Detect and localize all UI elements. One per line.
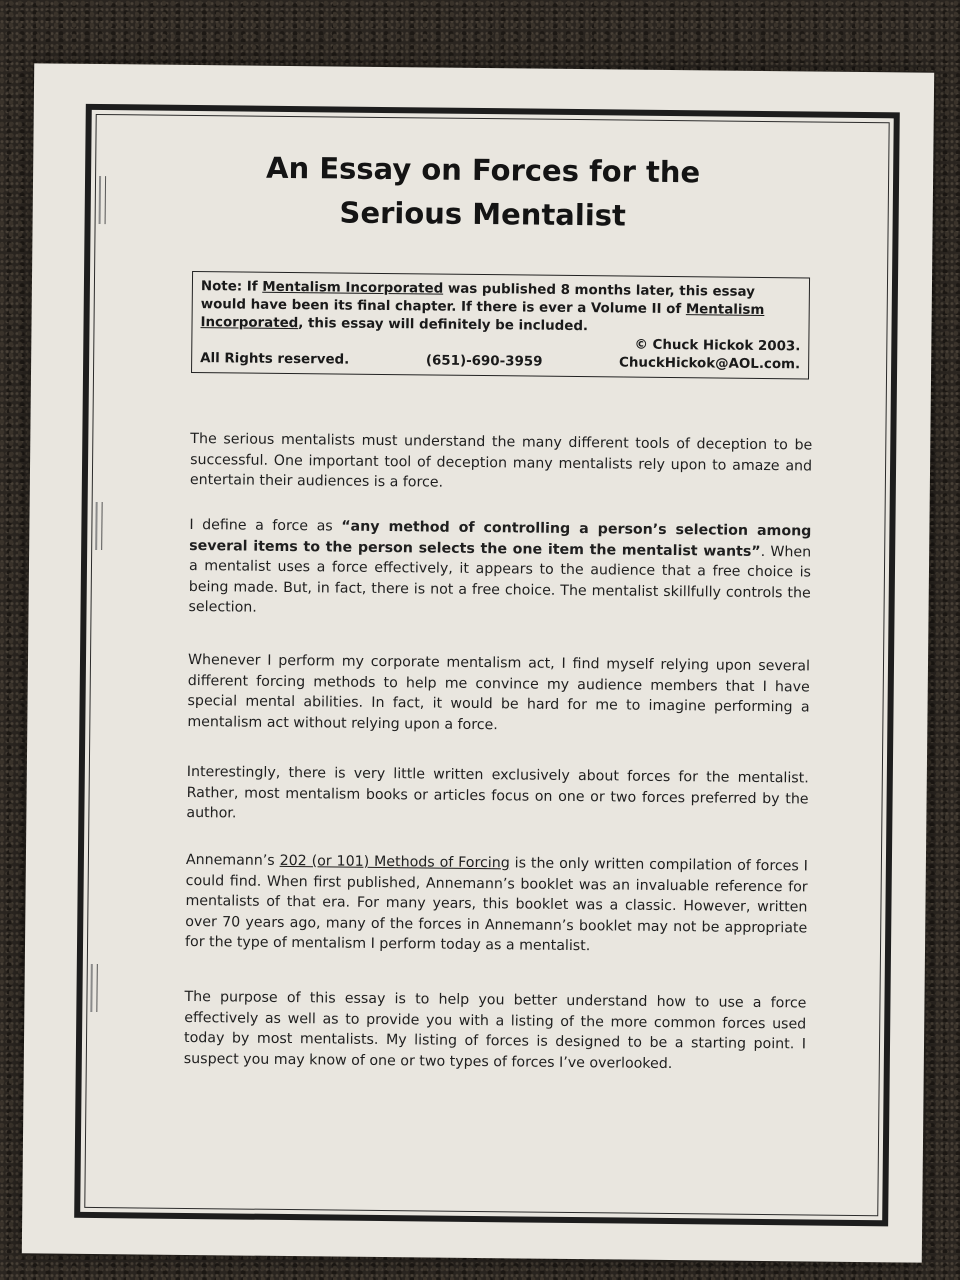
paragraph-2-rest: . When a mentalist uses a force effectively, it appears to the audience that a free choice is being made. But, in fact, there is not a free choice. The mentalist skillfully controls the selection. <box>188 543 812 616</box>
note-book-title-1: Mentalism Incorporated <box>262 279 444 297</box>
note-box <box>191 271 810 379</box>
paragraph-2 <box>188 515 811 624</box>
paragraph-5-start: Annemann’s <box>185 851 280 869</box>
force-definition: “any method of controlling a person’s selection among several items to the person selects the one item the mentalist wants” <box>189 518 812 560</box>
paragraph-1: The serious mentalists must understand the many different tools of deception to be successful. One important tool of deception many mentalists rely upon to amaze and entertain their audiences is a force. <box>189 430 813 491</box>
paragraph-4: Interestingly, there is very little written exclusively about forces for the mentalist. Rather, most mentalism books or articles focus on one or two forces preferred by the author. <box>186 763 809 822</box>
paragraph-2-intro: I define a force as <box>189 516 342 535</box>
title-line-2: Serious Mentalist <box>339 195 627 233</box>
note-phone: (651)-690-3959 <box>425 353 543 370</box>
title-line-1: An Essay on Forces for the <box>265 150 701 190</box>
note-rights: All Rights reserved. <box>200 351 350 368</box>
paragraph-5 <box>185 850 808 959</box>
paragraph-5-book-title: 202 (or 101) Methods of Forcing <box>279 852 510 872</box>
note-text <box>200 278 801 338</box>
paragraph-5-rest: is the only written compilation of forces I could find. When first published, Annemann’s booklet was an invaluable reference for mentalists of that era. For many years, this booklet was a classic. However, written over 70 years ago, many of the forces in Annemann’s booklet may not be appropriate for the type of mentalism I perform today as a mentalist. <box>184 855 808 955</box>
note-copyright: © Chuck Hickok 2003. <box>634 337 801 355</box>
page-title <box>32 143 933 240</box>
paragraph-6: The purpose of this essay is to help you better understand how to use a force effectively as well as to provide you with a listing of the more common forces used today by most mentalists. My listing of forces is designed to be a starting point. I suspect you may know of one or two types of forces I’ve overlooked. <box>183 988 807 1072</box>
note-middle-1: was published 8 months later, this essay would have been its final chapter. If there is ever a Volume II of <box>200 281 755 318</box>
staple-bottom <box>90 964 98 1012</box>
note-middle-2: , this essay will definitely be included. <box>298 316 589 335</box>
note-prefix: Note: If <box>200 279 263 295</box>
document-page <box>22 63 934 1262</box>
paragraph-3: Whenever I perform my corporate mentalism act, I find myself relying upon several different forcing methods to help me convince my audience members that I have special mental abilities. In fact, it would be hard for me to imagine performing a mentalism act without relying upon a force. <box>187 651 811 733</box>
note-email: ChuckHickok@AOL.com. <box>619 355 801 373</box>
staple-middle <box>95 502 103 550</box>
note-book-title-2: Mentalism Incorporated <box>200 302 765 332</box>
